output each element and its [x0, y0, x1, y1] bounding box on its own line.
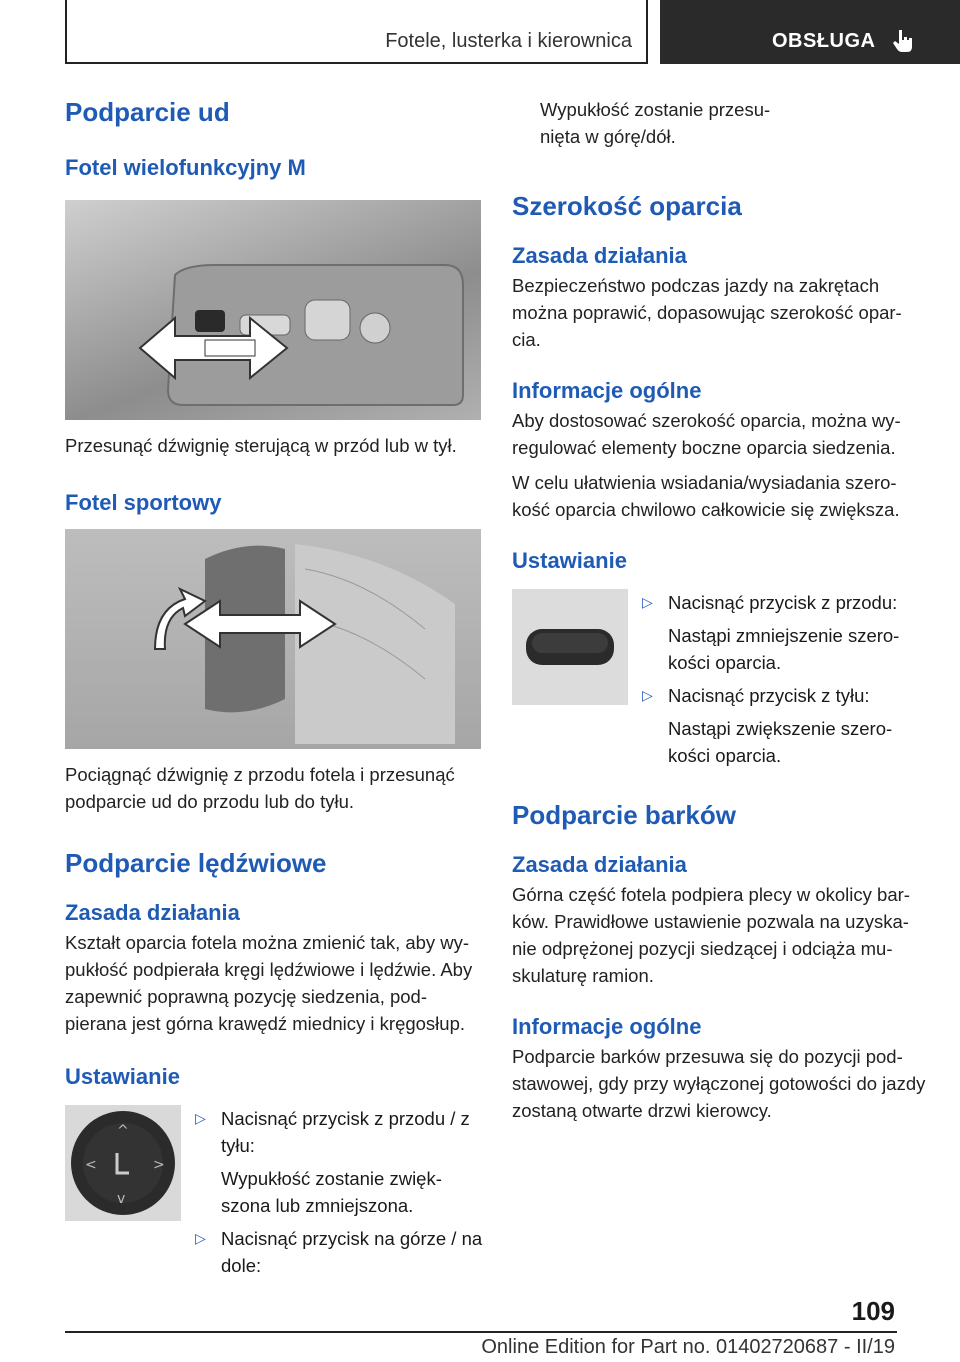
right-column — [512, 96, 928, 1124]
section-tab-label: OBSŁUGA — [772, 30, 876, 52]
footer-divider — [65, 1331, 897, 1333]
section-tab[interactable] — [660, 0, 960, 64]
svg-text:<: < — [85, 1157, 97, 1173]
svg-text:v: v — [117, 1191, 126, 1207]
pointing-hand-icon — [892, 28, 914, 54]
lumbar-adjust-block — [65, 1105, 481, 1285]
caption-m-seat: Przesunąć dźwignię sterującą w przód lub w tył. — [65, 435, 457, 456]
list-item-result: Wypukłość zostanie zwięk-szona lub zmniejszona. — [221, 1168, 442, 1216]
heading-shoulder-support: Podparcie barków — [512, 800, 736, 830]
triangle-bullet-icon: ▷ — [642, 594, 653, 610]
text-width-principle: Bezpieczeństwo podczas jazdy na zakrętach można poprawić, dopasowując szerokość opar-cia. — [512, 275, 902, 350]
edition-note: Online Edition for Part no. 01402720687 - II/19 — [481, 1336, 895, 1358]
list-item: ▷ Nacisnąć przycisk z tyłu: — [630, 682, 930, 709]
header-box — [65, 0, 648, 64]
list-item: ▷ Nacisnąć przycisk z przodu: — [630, 589, 930, 616]
photo-width-button — [512, 589, 628, 705]
width-steps — [630, 589, 930, 769]
heading-thigh-support: Podparcie ud — [65, 97, 230, 127]
triangle-bullet-icon: ▷ — [642, 687, 653, 703]
list-item: ▷ Nacisnąć przycisk na górze / na dole: — [183, 1225, 483, 1279]
section-title: Fotele, lusterka i kierownica — [385, 30, 632, 52]
svg-text:>: > — [153, 1157, 165, 1173]
heading-sport-seat: Fotel sportowy — [65, 490, 222, 515]
left-column — [65, 96, 481, 1285]
heading-width-adjust: Ustawianie — [512, 548, 627, 573]
page-number: 109 — [851, 1296, 895, 1326]
triangle-bullet-icon: ▷ — [195, 1110, 206, 1126]
heading-m-seat: Fotel wielofunkcyjny M — [65, 155, 306, 180]
list-item: ▷ Nacisnąć przycisk z przodu / z tyłu: — [183, 1105, 483, 1159]
photo-m-seat-controls — [65, 200, 481, 420]
heading-shoulder-principle: Zasada działania — [512, 852, 687, 877]
sport-seat-illustration — [65, 529, 481, 749]
photo-lumbar-control — [65, 1105, 181, 1221]
list-item-result: Nastąpi zmniejszenie szero-kości oparcia. — [668, 625, 900, 673]
text-shoulder-general: Podparcie barków przesuwa się do pozycji pod-stawowej, gdy przy wyłączonej gotowości do jazdy zostaną otwarte drzwi kierowcy. — [512, 1046, 926, 1121]
svg-text:^: ^ — [117, 1123, 129, 1139]
width-button-illustration — [512, 589, 628, 705]
heading-width-principle: Zasada działania — [512, 243, 687, 268]
list-item-result: Nastąpi zwiększenie szero-kości oparcia. — [668, 718, 893, 766]
heading-lumbar-support: Podparcie lędźwiowe — [65, 848, 327, 878]
heading-lumbar-adjust: Ustawianie — [65, 1064, 180, 1089]
caption-sport-seat: Pociągnąć dźwignię z przodu fotela i przesunąć podparcie ud do przodu lub do tyłu. — [65, 764, 455, 812]
text-lumbar-principle: Kształt oparcia fotela można zmienić tak, aby wy-pukłość podpierała kręgi lędźwiowe i lędźwie. Aby zapewnić poprawną pozycję siedzenia, pod-pierana jest górna krawędź miednicy i kręgosłup. — [65, 932, 473, 1034]
width-adjust-block — [512, 589, 928, 785]
text-shoulder-principle: Górna część fotela podpiera plecy w okolicy bar-ków. Prawidłowe ustawienie pozwala na uzyska-nie odprężonej pozycji siedzącej i odciąża mu-skulaturę ramion. — [512, 884, 910, 986]
lumbar-steps — [183, 1105, 483, 1279]
heading-shoulder-general: Informacje ogólne — [512, 1014, 702, 1039]
triangle-bullet-icon: ▷ — [195, 1230, 206, 1246]
round-controller-illustration — [65, 1105, 181, 1221]
seat-controls-illustration — [65, 200, 481, 420]
heading-backrest-width: Szerokość oparcia — [512, 191, 742, 221]
heading-lumbar-principle: Zasada działania — [65, 900, 240, 925]
heading-width-general: Informacje ogólne — [512, 378, 702, 403]
photo-sport-seat — [65, 529, 481, 749]
text-width-general-2: W celu ułatwienia wsiadania/wysiadania szero-kość oparcia chwilowo całkowicie się zwiększa. — [512, 472, 900, 520]
text-continued-result: Wypukłość zostanie przesu-nięta w górę/dół. — [540, 99, 771, 147]
text-width-general-1: Aby dostosować szerokość oparcia, można wy-regulować elementy boczne oparcia siedzenia. — [512, 410, 901, 458]
